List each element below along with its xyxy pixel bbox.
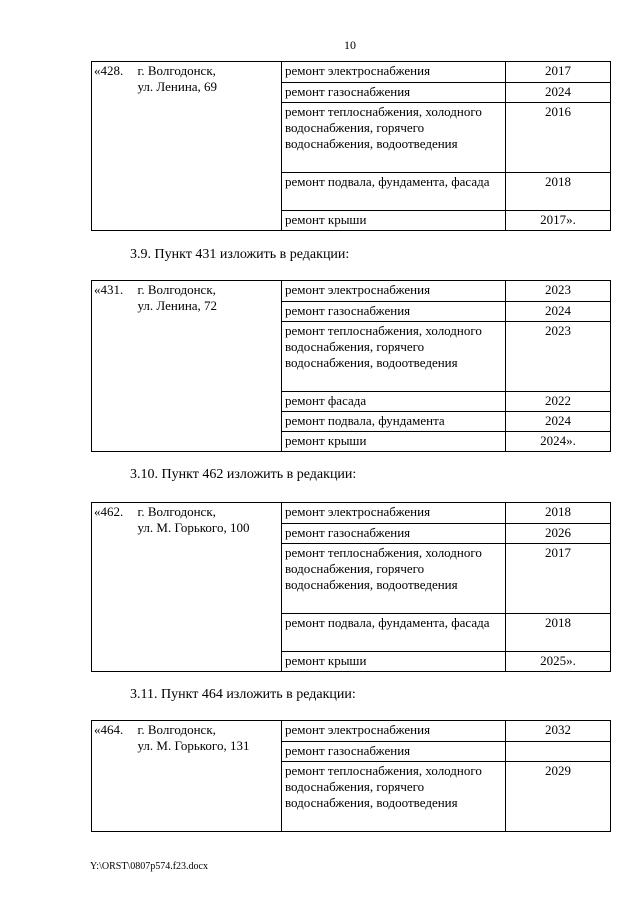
- item-number: «462.: [92, 503, 136, 672]
- work-year: 2023: [506, 322, 611, 392]
- address-cell: [136, 281, 282, 452]
- work-type: ремонт электроснабжения: [282, 62, 506, 83]
- work-type: ремонт крыши: [282, 652, 506, 672]
- address-street: ул. М. Горького, 131: [137, 738, 250, 753]
- work-type: ремонт газоснабжения: [282, 302, 506, 322]
- address-street: ул. Ленина, 69: [137, 79, 218, 94]
- work-type: ремонт газоснабжения: [282, 524, 506, 544]
- amendment-heading: 3.10. Пункт 462 изложить в редакции:: [130, 467, 357, 482]
- page-number: 10: [344, 38, 356, 52]
- work-type: ремонт электроснабжения: [282, 721, 506, 742]
- address-city: г. Волгодонск,: [137, 504, 216, 519]
- work-type: ремонт подвала, фундамента: [282, 412, 506, 432]
- work-year: [506, 742, 611, 762]
- item-464-table: [91, 720, 611, 832]
- work-type: ремонт крыши: [282, 432, 506, 452]
- address-cell: [136, 503, 282, 672]
- address-city: г. Волгодонск,: [137, 63, 216, 78]
- work-year: 2018: [506, 614, 611, 652]
- work-year: 2017: [506, 62, 611, 83]
- work-type: ремонт газоснабжения: [282, 83, 506, 103]
- work-year: 2018: [506, 173, 611, 211]
- item-number: «428.: [92, 62, 136, 231]
- footer-file-path: Y:\ORST\0807p574.f23.docx: [90, 861, 208, 872]
- work-year: 2024».: [506, 432, 611, 452]
- work-year: 2029: [506, 762, 611, 832]
- work-type: ремонт теплоснабжения, холодного водоснабжения, горячего водоснабжения, водоотведения: [282, 544, 506, 614]
- item-number: «464.: [92, 721, 136, 832]
- work-year: 2017».: [506, 211, 611, 231]
- work-type: ремонт электроснабжения: [282, 281, 506, 302]
- work-year: 2026: [506, 524, 611, 544]
- work-type: ремонт подвала, фундамента, фасада: [282, 173, 506, 211]
- item-number: «431.: [92, 281, 136, 452]
- address-cell: [136, 721, 282, 832]
- address-street: ул. Ленина, 72: [137, 298, 218, 313]
- work-year: 2024: [506, 302, 611, 322]
- work-year: 2023: [506, 281, 611, 302]
- amendment-heading: 3.11. Пункт 464 изложить в редакции:: [130, 687, 356, 702]
- address-cell: [136, 62, 282, 231]
- work-year: 2018: [506, 503, 611, 524]
- address-city: г. Волгодонск,: [137, 722, 216, 737]
- work-year: 2022: [506, 392, 611, 412]
- work-type: ремонт газоснабжения: [282, 742, 506, 762]
- work-type: ремонт электроснабжения: [282, 503, 506, 524]
- item-462-table: [91, 502, 611, 672]
- work-year: 2017: [506, 544, 611, 614]
- work-type: ремонт теплоснабжения, холодного водоснабжения, горячего водоснабжения, водоотведения: [282, 322, 506, 392]
- work-year: 2025».: [506, 652, 611, 672]
- work-type: ремонт крыши: [282, 211, 506, 231]
- work-year: 2032: [506, 721, 611, 742]
- work-type: ремонт фасада: [282, 392, 506, 412]
- work-type: ремонт теплоснабжения, холодного водоснабжения, горячего водоснабжения, водоотведения: [282, 103, 506, 173]
- work-type: ремонт подвала, фундамента, фасада: [282, 614, 506, 652]
- work-year: 2024: [506, 412, 611, 432]
- address-street: ул. М. Горького, 100: [137, 520, 250, 535]
- amendment-heading: 3.9. Пункт 431 изложить в редакции:: [130, 247, 350, 262]
- work-type: ремонт теплоснабжения, холодного водоснабжения, горячего водоснабжения, водоотведения: [282, 762, 506, 832]
- item-428-table: [91, 61, 611, 231]
- item-431-table: [91, 280, 611, 452]
- work-year: 2024: [506, 83, 611, 103]
- work-year: 2016: [506, 103, 611, 173]
- address-city: г. Волгодонск,: [137, 282, 216, 297]
